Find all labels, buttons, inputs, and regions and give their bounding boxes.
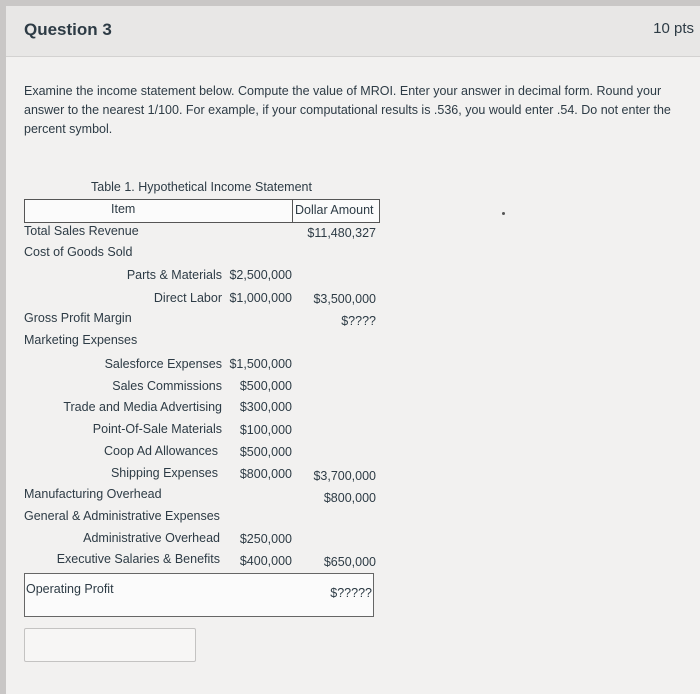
table-caption: Table 1. Hypothetical Income Statement <box>91 180 312 194</box>
parts-materials-value: $2,500,000 <box>229 268 292 282</box>
question-panel <box>6 6 700 694</box>
parts-materials-label: Parts & Materials <box>126 268 222 282</box>
col-header-item: Item <box>111 202 136 216</box>
gross-profit-label: Gross Profit Margin <box>24 311 132 325</box>
question-header <box>6 6 700 57</box>
marketing-item-label: Point-Of-Sale Materials <box>92 422 222 436</box>
admin-overhead-label: Administrative Overhead <box>83 531 220 545</box>
manufacturing-overhead-amount: $800,000 <box>323 491 376 505</box>
operating-profit-amount: $????? <box>330 586 372 600</box>
marketing-item-label: Trade and Media Advertising <box>63 400 222 414</box>
total-sales-revenue-label: Total Sales Revenue <box>24 224 139 238</box>
marketing-item-label: Sales Commissions <box>112 379 222 393</box>
question-prompt: Examine the income statement below. Compute the value of MROI. Enter your answer in decimal form. Round your answer to the nearest 1/100. For example, if your computational results is .536, you would enter .54. Do not enter the percent symbol. <box>24 84 671 136</box>
marketing-item-value: $100,000 <box>239 423 292 437</box>
operating-profit-label: Operating Profit <box>26 582 114 596</box>
direct-labor-value: $1,000,000 <box>229 291 292 305</box>
question-points: 10 pts <box>653 20 694 37</box>
marketing-item-label: Coop Ad Allowances <box>104 444 218 458</box>
marketing-item-value: $500,000 <box>239 445 292 459</box>
marketing-label: Marketing Expenses <box>24 333 138 347</box>
stray-dot <box>502 212 505 215</box>
marketing-item-value: $300,000 <box>239 400 292 414</box>
marketing-item-value: $500,000 <box>239 379 292 393</box>
marketing-item-label: Shipping Expenses <box>110 466 218 480</box>
answer-input[interactable] <box>24 628 196 662</box>
exec-salaries-label: Executive Salaries & Benefits <box>56 552 220 566</box>
cogs-label: Cost of Goods Sold <box>24 245 133 259</box>
manufacturing-overhead-label: Manufacturing Overhead <box>24 487 162 501</box>
gross-profit-amount: $???? <box>341 314 376 328</box>
marketing-item-value: $1,500,000 <box>229 357 292 371</box>
ga-total: $650,000 <box>323 555 376 569</box>
marketing-item-value: $800,000 <box>239 467 292 481</box>
cogs-total: $3,500,000 <box>313 292 376 306</box>
col-header-amount: Dollar Amount <box>295 203 374 217</box>
total-sales-revenue-amount: $11,480,327 <box>307 226 376 240</box>
marketing-item-label: Salesforce Expenses <box>104 357 222 371</box>
exec-salaries-value: $400,000 <box>239 554 292 568</box>
question-title: Question 3 <box>24 20 112 39</box>
direct-labor-label: Direct Labor <box>153 291 222 305</box>
admin-overhead-value: $250,000 <box>239 532 292 546</box>
ga-label: General & Administrative Expenses <box>24 509 220 523</box>
marketing-total: $3,700,000 <box>313 469 376 483</box>
